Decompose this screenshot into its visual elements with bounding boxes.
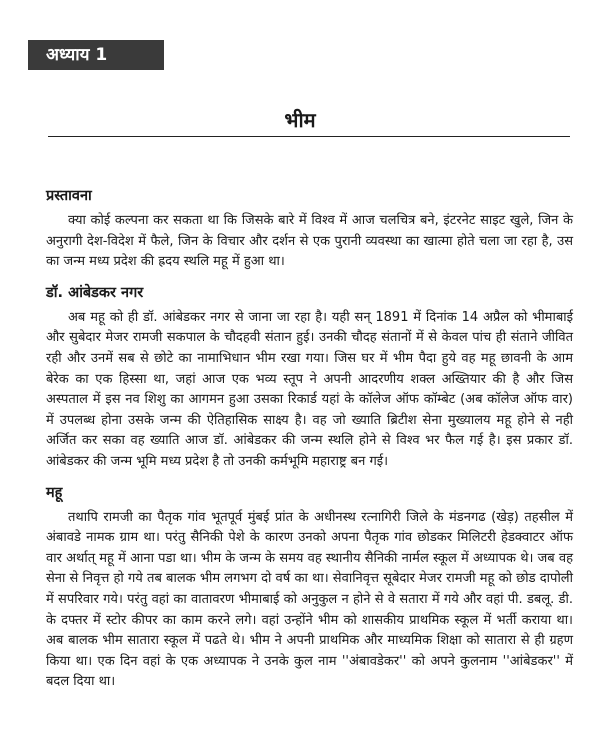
- section-heading: प्रस्तावना: [46, 188, 92, 204]
- section-introduction: [46, 186, 573, 273]
- page-title: भीम: [284, 108, 316, 132]
- section-paragraph: क्या कोई कल्पना कर सकता था कि जिसके बारे में विश्व में आज चलचित्र बने, इंटरनेट साइट खुले, जिन के अनुरागी देश-विदेश में फैले, जिन के विचार और दर्शन से एक पुरानी व्यवस्था का खात्मा होते चला जा रहा है, उस का जन्म मध्य प्रदेश की ह्रदय स्थलि महू में हुआ था।: [46, 213, 573, 270]
- section-paragraph: तथापि रामजी का पैतृक गांव भूतपूर्व मुंबई प्रांत के अधीनस्थ रत्नागिरी जिले के मंडनगढ (खेड़) तहसील में अंबावडे नामक ग्राम था। परंतु सैनिकी पेशे के कारण उनको अपना पैतृक गांव छोडकर मिलिटरी हेडक्वाटर ऑफ वार अर्थात् महू में आना पडा था। भीम के जन्म के समय वह स्थानीय सैनिकी नार्मल स्कूल में अध्यापक थे। जब वह सेना से निवृत्त हो गये तब बालक भीम लगभग दो वर्ष का था। सेवानिवृत्त सूबेदार मेजर रामजी महू को छोड दापोली में सपरिवार गये। परंतु वहां का वातावरण भीमाबाई को अनुकुल न होने से वे सतारा में गये और वहां पी. डबलू. डी. के दफ्तर में स्टोर कीपर का काम करने लगे। वहां उन्होंने भीम को शासकीय प्राथमिक स्कूल में भर्ती कराया था। अब बालक भीम सातारा स्कूल में पढते थे। भीम ने अपनी प्राथमिक और माध्यमिक शिक्षा को सातारा से ही ग्रहण किया था। एक दिन वहां के एक अध्यापक ने उनके कुल नाम ''अंबावडेकर'' को अपने कुलनाम ''आंबेडकर'' में बदल दिया था।: [46, 509, 573, 690]
- section-mhow: [46, 483, 573, 693]
- document-body: [46, 186, 573, 693]
- section-ambedkar-nagar: [46, 283, 573, 473]
- section-paragraph: अब महू को ही डॉ. आंबेडकर नगर से जाना जा रहा है। यही सन् 1891 में दिनांक 14 अप्रैल को भीमाबाई और सुबेदार मेजर रामजी सकपाल के चौदहवी संतान हुई। उनकी चौदह संतानों में से केवल पांच ही संताने जीवित रही और उनमें सब से छोटे का नामाभिधान भीम रखा गया। जिस घर में भीम पैदा हुये वह महू छावनी के आम बेरेक का एक हिस्सा था, जहां आज एक भव्य स्तूप ने अपनी आदरणीय शक्ल अख्तियार की है और जिस अस्पताल में इस नव शिशु का आगमन हुआ उसका रिकार्ड यहां के कॉलेज ऑफ कॉम्बेट (अब कॉलेज ऑफ वार) में उपलब्ध होना उसके जन्म की ऐतिहासिक साक्ष्य है। वह जो ख्याति ब्रिटीश सेना मुख्यालय महू होने से नही अर्जित कर सका वह ख्याति आज डॉ. आंबेडकर की जन्म स्थलि होने से विश्व भर फैल गई है। इस प्रकार डॉ. आंबेडकर की जन्म भूमि मध्य प्रदेश है तो उनकी कर्मभूमि महाराष्ट्र बन गई।: [46, 309, 573, 469]
- section-heading: महू: [46, 484, 63, 501]
- title-divider: [48, 136, 570, 137]
- section-heading: डॉ. आंबेडकर नगर: [46, 284, 144, 301]
- chapter-label: अध्याय 1: [28, 40, 164, 70]
